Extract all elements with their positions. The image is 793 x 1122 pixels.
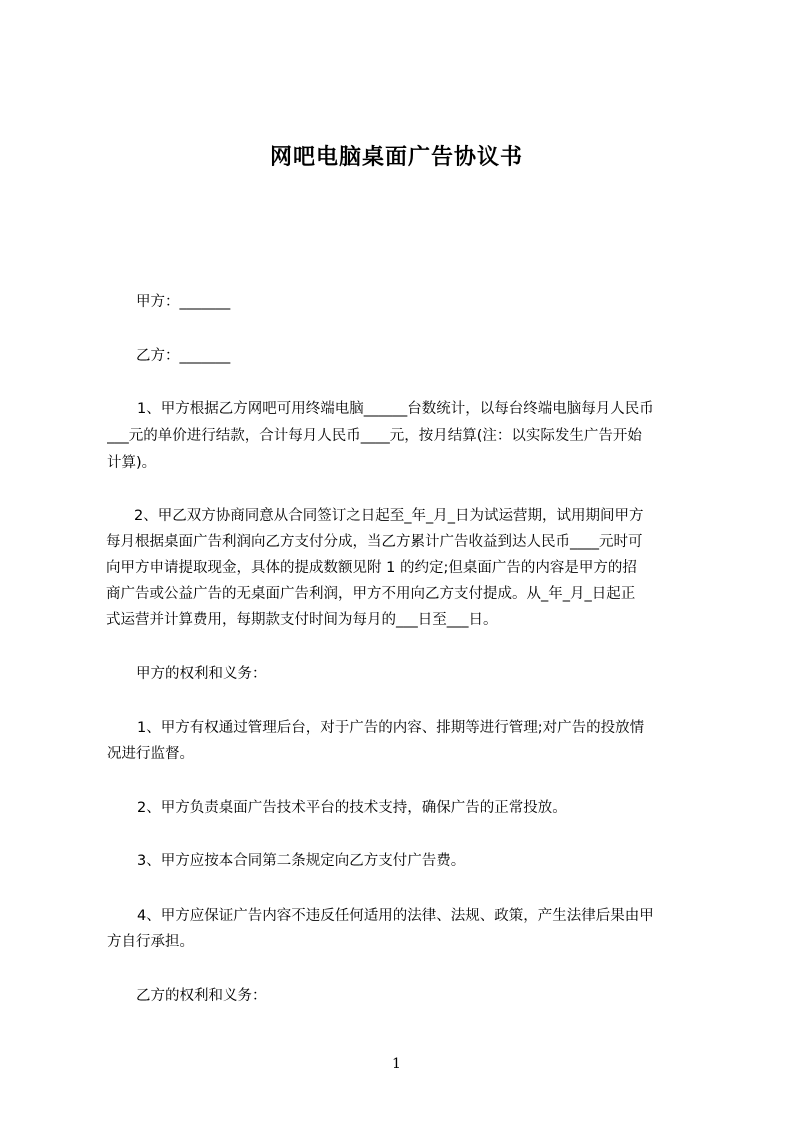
clause-2-line: 2、甲乙双方协商同意从合同签订之日起至_年_月_日为试运营期，试用期间甲方 (134, 508, 644, 524)
clause-1-line: ___元的单价进行结款，合计每月人民币____元，按月结算(注：以实际发生广告开始 (107, 428, 642, 444)
party-a-item-1-line: 况进行监督。 (107, 746, 194, 762)
clause-1-line: 1、甲方根据乙方网吧可用终端电脑______台数统计，以每台终端电脑每月人民币 (137, 401, 654, 417)
clause-1-line: 计算)。 (107, 455, 157, 471)
party-a-line: 甲方：_______ (136, 294, 231, 310)
clause-2-line: 每月根据桌面广告利润向乙方支付分成，当乙方累计广告收益到达人民币____元时可 (106, 534, 643, 550)
clause-2-line: 向甲方申请提取现金，具体的提成数额见附 1 的约定;但桌面广告的内容是甲方的招 (106, 560, 637, 576)
party-a-item-3: 3、甲方应按本合同第二条规定向乙方支付广告费。 (137, 853, 466, 869)
clause-2-line: 商广告或公益广告的无桌面广告利润，甲方不用向乙方支付提成。从_年_月_日起正 (106, 586, 636, 602)
page-number: 1 (392, 1056, 401, 1072)
party-a-item-2: 2、甲方负责桌面广告技术平台的技术支持，确保广告的正常投放。 (137, 800, 567, 816)
party-b-line: 乙方：_______ (136, 348, 231, 364)
party-a-item-1-line: 1、甲方有权通过管理后台，对于广告的内容、排期等进行管理;对广告的投放情 (137, 720, 645, 736)
clause-2-line: 式运营并计算费用，每期款支付时间为每月的___日至___日。 (106, 612, 498, 628)
section-heading: 甲方的权利和义务： (136, 666, 267, 682)
party-a-item-4-line: 方自行承担。 (107, 934, 194, 950)
document-title: 网吧电脑桌面广告协议书 (269, 145, 523, 170)
party-a-item-4-line: 4、甲方应保证广告内容不违反任何适用的法律、法规、政策，产生法律后果由甲 (137, 908, 654, 924)
section-heading: 乙方的权利和义务： (136, 988, 267, 1004)
